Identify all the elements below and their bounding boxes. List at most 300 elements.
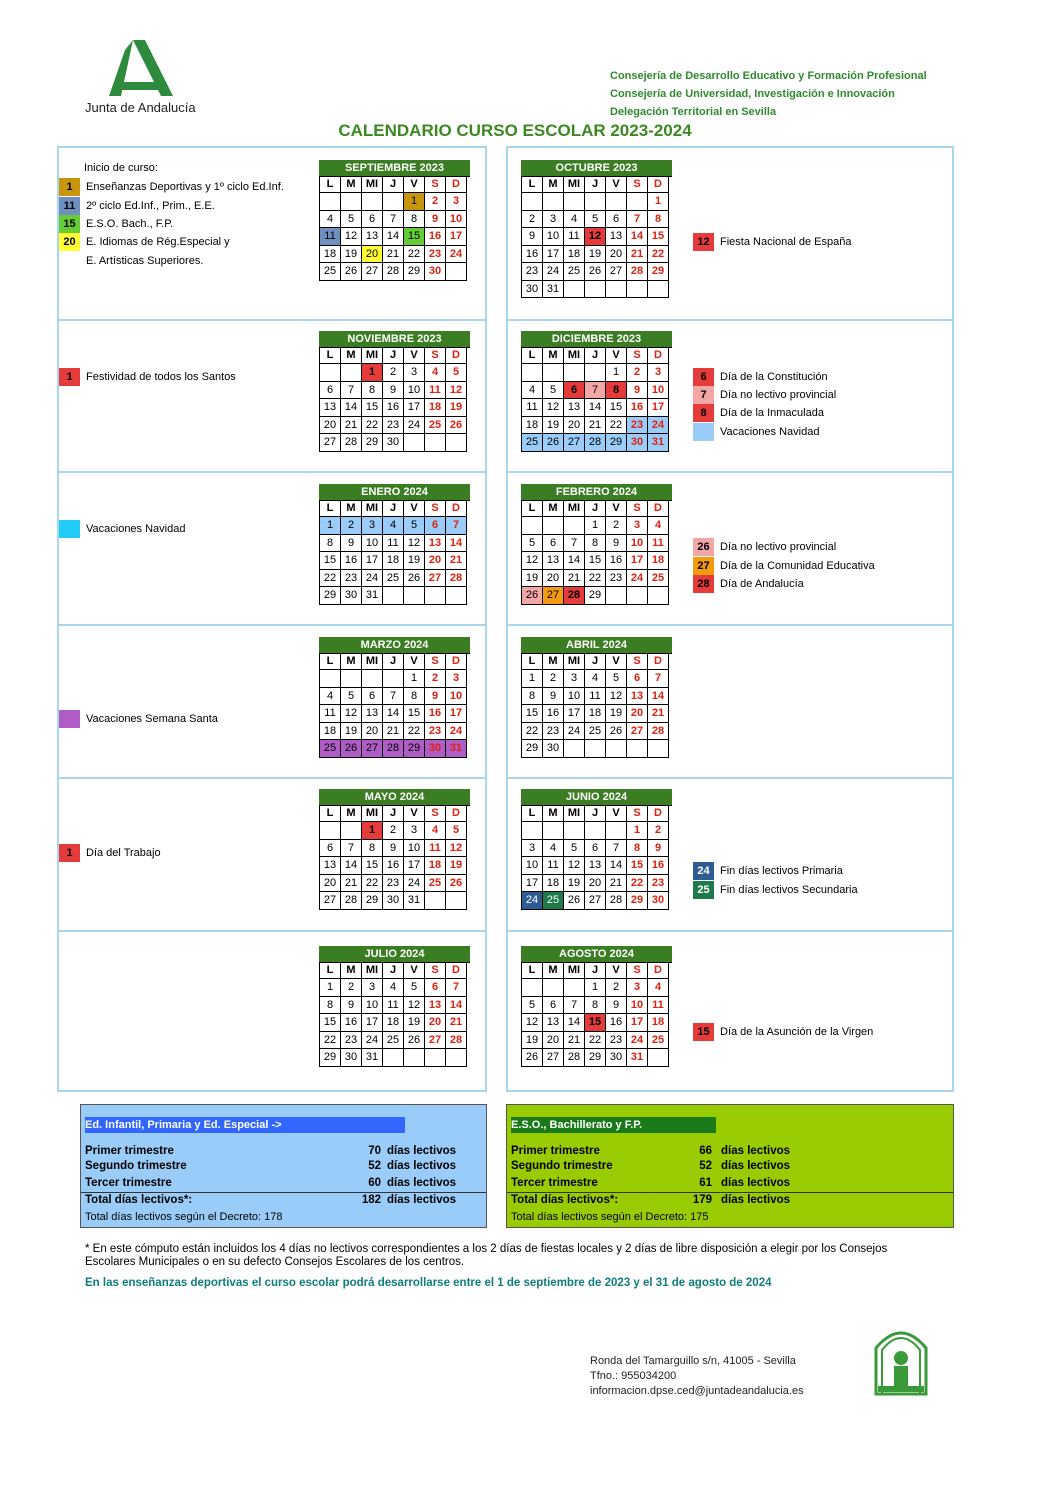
day-cell: 20	[564, 417, 585, 435]
empty-cell	[648, 1049, 669, 1067]
day-cell: 14	[564, 1014, 585, 1032]
summary-value: 70	[368, 1145, 381, 1157]
empty-cell	[606, 740, 627, 758]
weekday-header: D	[446, 348, 467, 364]
day-cell: 18	[425, 399, 446, 417]
day-cell: 16	[606, 1014, 627, 1032]
month-grid	[521, 962, 672, 1067]
day-cell: 29	[627, 892, 648, 910]
day-cell: 31	[648, 434, 669, 452]
day-cell: 28	[606, 892, 627, 910]
day-cell: 24	[543, 263, 564, 281]
day-cell: 17	[522, 875, 543, 893]
day-cell: 23	[341, 570, 362, 588]
legend-text: Día no lectivo provincial	[720, 541, 837, 553]
summary-label: Segundo trimestre	[85, 1160, 187, 1172]
day-cell: 12	[341, 228, 362, 246]
month-calendar	[521, 637, 672, 758]
day-cell: 16	[606, 552, 627, 570]
day-cell: 28	[383, 263, 404, 281]
day-cell: 31	[404, 892, 425, 910]
empty-cell	[425, 587, 446, 605]
legend-item	[693, 386, 836, 404]
legend-swatch: 7	[693, 386, 714, 404]
weekday-header: MI	[564, 654, 585, 670]
day-cell: 23	[606, 570, 627, 588]
day-cell: 20	[320, 417, 341, 435]
day-cell: 15	[320, 552, 341, 570]
day-cell: 11	[522, 399, 543, 417]
day-cell: 29	[606, 434, 627, 452]
day-cell: 21	[648, 705, 669, 723]
legend-text: Día de la Comunidad Educativa	[720, 560, 875, 572]
day-cell: 17	[404, 399, 425, 417]
month-calendar	[319, 331, 470, 452]
day-cell: 13	[425, 997, 446, 1015]
legend-item	[693, 368, 828, 386]
day-cell: 7	[341, 382, 362, 400]
day-cell: 8	[320, 535, 341, 553]
address-line: Ronda del Tamarguillo s/n, 41005 - Sevilla	[590, 1355, 796, 1367]
day-cell: 11	[383, 997, 404, 1015]
day-cell: 17	[404, 857, 425, 875]
day-cell: 4	[320, 688, 341, 706]
day-cell: 13	[627, 688, 648, 706]
day-cell: 22	[404, 723, 425, 741]
day-cell: 4	[564, 211, 585, 229]
day-cell: 23	[383, 875, 404, 893]
legend-swatch: 6	[693, 368, 714, 386]
day-cell: 1	[522, 670, 543, 688]
day-cell: 2	[425, 670, 446, 688]
legend-swatch: 8	[693, 404, 714, 422]
month-title: MARZO 2024	[319, 637, 470, 653]
empty-cell	[446, 587, 467, 605]
day-cell: 3	[627, 517, 648, 535]
legend-text: Vacaciones Navidad	[86, 523, 186, 535]
legend-swatch: 24	[693, 862, 714, 880]
empty-cell	[425, 892, 446, 910]
day-cell: 5	[404, 517, 425, 535]
day-cell: 9	[648, 840, 669, 858]
day-cell: 10	[648, 382, 669, 400]
day-cell: 20	[627, 705, 648, 723]
day-cell: 15	[585, 1014, 606, 1032]
empty-cell	[522, 193, 543, 211]
day-cell: 3	[564, 670, 585, 688]
day-cell: 17	[543, 246, 564, 264]
day-cell: 22	[362, 417, 383, 435]
day-cell: 26	[446, 875, 467, 893]
day-cell: 28	[341, 892, 362, 910]
empty-cell	[341, 822, 362, 840]
day-cell: 20	[362, 723, 383, 741]
legend-intro: Inicio de curso:	[84, 162, 158, 174]
day-cell: 26	[341, 263, 362, 281]
day-cell: 9	[425, 211, 446, 229]
weekday-header: J	[383, 348, 404, 364]
day-cell: 11	[543, 857, 564, 875]
day-cell: 27	[543, 1049, 564, 1067]
day-cell: 21	[585, 417, 606, 435]
day-cell: 19	[404, 552, 425, 570]
weekday-header: J	[585, 654, 606, 670]
day-cell: 14	[383, 705, 404, 723]
weekday-header: S	[425, 806, 446, 822]
summary-unit: días lectivos	[387, 1145, 457, 1157]
day-cell: 26	[404, 1032, 425, 1050]
day-cell: 1	[362, 364, 383, 382]
day-cell: 23	[627, 417, 648, 435]
empty-cell	[564, 979, 585, 997]
day-cell: 12	[404, 535, 425, 553]
day-cell: 12	[522, 1014, 543, 1032]
day-cell: 14	[648, 688, 669, 706]
summary-primary	[80, 1104, 487, 1228]
day-cell: 4	[425, 822, 446, 840]
empty-cell	[564, 517, 585, 535]
summary-unit: días lectivos	[721, 1194, 791, 1206]
day-cell: 30	[648, 892, 669, 910]
weekday-header: M	[543, 348, 564, 364]
department-line: Consejería de Universidad, Investigación e Innovación	[610, 88, 895, 100]
day-cell: 24	[648, 417, 669, 435]
day-cell: 1	[404, 193, 425, 211]
empty-cell	[585, 740, 606, 758]
day-cell: 11	[425, 840, 446, 858]
legend-text: Día de la Inmaculada	[720, 407, 824, 419]
day-cell: 8	[522, 688, 543, 706]
day-cell: 3	[446, 193, 467, 211]
day-cell: 14	[446, 997, 467, 1015]
day-cell: 11	[383, 535, 404, 553]
day-cell: 9	[383, 382, 404, 400]
day-cell: 21	[341, 875, 362, 893]
weekday-header: D	[648, 177, 669, 193]
empty-cell	[522, 822, 543, 840]
day-cell: 8	[404, 688, 425, 706]
summary-unit: días lectivos	[721, 1160, 791, 1172]
month-title: SEPTIEMBRE 2023	[319, 160, 470, 176]
day-cell: 18	[585, 705, 606, 723]
day-cell: 11	[648, 535, 669, 553]
summary-unit: días lectivos	[721, 1145, 791, 1157]
summary-label: Segundo trimestre	[511, 1160, 613, 1172]
header-departments	[610, 67, 927, 121]
legend-item	[693, 538, 836, 556]
day-cell: 17	[446, 705, 467, 723]
empty-cell	[648, 281, 669, 299]
weekday-header: D	[648, 806, 669, 822]
month-title: MAYO 2024	[319, 789, 470, 805]
day-cell: 20	[543, 1032, 564, 1050]
month-grid	[319, 962, 470, 1067]
day-cell: 12	[446, 382, 467, 400]
weekday-header: M	[543, 177, 564, 193]
weekday-header: MI	[362, 501, 383, 517]
empty-cell	[425, 1049, 446, 1067]
day-cell: 5	[341, 688, 362, 706]
empty-cell	[404, 1049, 425, 1067]
day-cell: 18	[320, 246, 341, 264]
day-cell: 1	[606, 364, 627, 382]
day-cell: 20	[425, 1014, 446, 1032]
empty-cell	[522, 979, 543, 997]
summary-label: Total días lectivos*:	[85, 1194, 193, 1206]
weekday-header: V	[606, 963, 627, 979]
day-cell: 2	[543, 670, 564, 688]
day-cell: 6	[425, 517, 446, 535]
legend-text: Día de la Asunción de la Virgen	[720, 1026, 874, 1038]
day-cell: 25	[648, 1032, 669, 1050]
day-cell: 30	[425, 740, 446, 758]
email-link[interactable]: informacion.dpse.ced@juntadeandalucia.es	[590, 1385, 804, 1397]
day-cell: 25	[320, 740, 341, 758]
day-cell: 30	[425, 263, 446, 281]
legend-item	[693, 233, 851, 251]
day-cell: 1	[320, 517, 341, 535]
empty-cell	[383, 670, 404, 688]
day-cell: 29	[320, 1049, 341, 1067]
empty-cell	[627, 587, 648, 605]
summary-value: 60	[368, 1177, 381, 1189]
summary-value: 61	[699, 1177, 712, 1189]
summary-separator	[507, 1192, 953, 1193]
summary-label: Tercer trimestre	[511, 1177, 598, 1189]
weekday-header: V	[404, 806, 425, 822]
weekday-header: V	[404, 963, 425, 979]
day-cell: 8	[648, 211, 669, 229]
day-cell: 11	[320, 705, 341, 723]
day-cell: 18	[320, 723, 341, 741]
day-cell: 5	[446, 822, 467, 840]
day-cell: 2	[341, 517, 362, 535]
weekday-header: S	[627, 177, 648, 193]
day-cell: 11	[648, 997, 669, 1015]
day-cell: 24	[362, 570, 383, 588]
legend-swatch: 28	[693, 575, 714, 593]
month-grid	[319, 805, 470, 910]
weekday-header: V	[606, 806, 627, 822]
weekday-header: S	[627, 501, 648, 517]
day-cell: 23	[522, 263, 543, 281]
day-cell: 3	[362, 979, 383, 997]
summary-value: 52	[699, 1160, 712, 1172]
day-cell: 6	[320, 840, 341, 858]
weekday-header: S	[425, 963, 446, 979]
org-name: Junta de Andalucía	[85, 100, 196, 115]
day-cell: 17	[446, 228, 467, 246]
day-cell: 19	[606, 705, 627, 723]
day-cell: 15	[362, 857, 383, 875]
month-title: JULIO 2024	[319, 946, 470, 962]
weekday-header: L	[320, 963, 341, 979]
day-cell: 17	[648, 399, 669, 417]
day-cell: 27	[606, 263, 627, 281]
day-cell: 7	[627, 211, 648, 229]
weekday-header: L	[320, 501, 341, 517]
summary-value: 179	[692, 1194, 712, 1206]
empty-cell	[362, 670, 383, 688]
day-cell: 29	[404, 263, 425, 281]
legend-swatch: 27	[693, 557, 714, 575]
weekday-header: V	[606, 501, 627, 517]
day-cell: 19	[404, 1014, 425, 1032]
day-cell: 20	[543, 570, 564, 588]
empty-cell	[446, 434, 467, 452]
day-cell: 11	[320, 228, 341, 246]
weekday-header: J	[585, 501, 606, 517]
legend-item	[693, 404, 824, 422]
weekday-header: D	[446, 963, 467, 979]
day-cell: 9	[341, 997, 362, 1015]
legend-swatch	[59, 520, 80, 538]
day-cell: 28	[585, 434, 606, 452]
day-cell: 14	[341, 399, 362, 417]
month-calendar	[521, 331, 672, 452]
day-cell: 10	[522, 857, 543, 875]
day-cell: 3	[522, 840, 543, 858]
weekday-header: L	[320, 348, 341, 364]
day-cell: 30	[383, 892, 404, 910]
legend-item	[693, 423, 819, 441]
weekday-header: M	[341, 963, 362, 979]
empty-cell	[446, 1049, 467, 1067]
row-divider	[508, 471, 952, 473]
day-cell: 3	[648, 364, 669, 382]
empty-cell	[648, 587, 669, 605]
legend-swatch: 20	[59, 233, 80, 251]
day-cell: 19	[446, 857, 467, 875]
day-cell: 23	[383, 417, 404, 435]
weekday-header: J	[585, 348, 606, 364]
weekday-header: L	[522, 806, 543, 822]
weekday-header: D	[648, 654, 669, 670]
day-cell: 21	[564, 570, 585, 588]
day-cell: 11	[564, 228, 585, 246]
day-cell: 9	[522, 228, 543, 246]
day-cell: 29	[320, 587, 341, 605]
legend-swatch	[693, 423, 714, 441]
department-line: Consejería de Desarrollo Educativo y Formación Profesional	[610, 70, 927, 82]
day-cell: 13	[543, 552, 564, 570]
day-cell: 20	[320, 875, 341, 893]
decree-note: Total días lectivos según el Decreto: 175	[511, 1211, 709, 1223]
day-cell: 24	[627, 570, 648, 588]
day-cell: 7	[585, 382, 606, 400]
day-cell: 18	[383, 552, 404, 570]
weekday-header: J	[585, 963, 606, 979]
day-cell: 5	[564, 840, 585, 858]
summary-separator	[81, 1192, 486, 1193]
day-cell: 15	[522, 705, 543, 723]
day-cell: 19	[564, 875, 585, 893]
summary-value: 52	[368, 1160, 381, 1172]
weekday-header: D	[446, 806, 467, 822]
month-calendar	[319, 946, 470, 1067]
empty-cell	[606, 822, 627, 840]
day-cell: 21	[627, 246, 648, 264]
day-cell: 30	[383, 434, 404, 452]
weekday-header: D	[648, 963, 669, 979]
day-cell: 13	[425, 535, 446, 553]
empty-cell	[522, 517, 543, 535]
weekday-header: D	[648, 501, 669, 517]
empty-cell	[320, 193, 341, 211]
day-cell: 22	[320, 570, 341, 588]
day-cell: 18	[648, 1014, 669, 1032]
month-grid	[319, 500, 470, 605]
weekday-header: MI	[564, 806, 585, 822]
day-cell: 18	[383, 1014, 404, 1032]
month-calendar	[521, 484, 672, 605]
day-cell: 7	[648, 670, 669, 688]
empty-cell	[606, 587, 627, 605]
legend-swatch: 25	[693, 881, 714, 899]
day-cell: 18	[425, 857, 446, 875]
day-cell: 12	[564, 857, 585, 875]
day-cell: 9	[543, 688, 564, 706]
day-cell: 27	[564, 434, 585, 452]
day-cell: 22	[606, 417, 627, 435]
day-cell: 12	[522, 552, 543, 570]
page-title: CALENDARIO CURSO ESCOLAR 2023-2024	[338, 121, 692, 140]
legend-text: Vacaciones Semana Santa	[86, 713, 218, 725]
empty-cell	[564, 364, 585, 382]
day-cell: 1	[627, 822, 648, 840]
row-divider	[59, 777, 485, 779]
empty-cell	[320, 670, 341, 688]
empty-cell	[446, 892, 467, 910]
summary-value: 182	[361, 1194, 381, 1206]
day-cell: 10	[404, 382, 425, 400]
day-cell: 4	[425, 364, 446, 382]
day-cell: 19	[543, 417, 564, 435]
legend-swatch: 1	[59, 844, 80, 862]
day-cell: 16	[522, 246, 543, 264]
day-cell: 10	[627, 535, 648, 553]
day-cell: 2	[606, 979, 627, 997]
day-cell: 3	[362, 517, 383, 535]
empty-cell	[341, 193, 362, 211]
day-cell: 29	[404, 740, 425, 758]
day-cell: 2	[425, 193, 446, 211]
day-cell: 5	[341, 211, 362, 229]
legend-item	[59, 520, 185, 538]
empty-cell	[383, 1049, 404, 1067]
day-cell: 5	[543, 382, 564, 400]
weekday-header: S	[627, 348, 648, 364]
day-cell: 26	[543, 434, 564, 452]
weekday-header: S	[425, 501, 446, 517]
day-cell: 21	[446, 1014, 467, 1032]
day-cell: 5	[585, 211, 606, 229]
day-cell: 24	[446, 723, 467, 741]
day-cell: 3	[404, 822, 425, 840]
day-cell: 30	[606, 1049, 627, 1067]
day-cell: 7	[383, 211, 404, 229]
day-cell: 24	[404, 875, 425, 893]
day-cell: 4	[383, 979, 404, 997]
day-cell: 26	[341, 740, 362, 758]
day-cell: 6	[425, 979, 446, 997]
weekday-header: M	[543, 501, 564, 517]
weekday-header: M	[543, 963, 564, 979]
day-cell: 22	[404, 246, 425, 264]
day-cell: 28	[564, 587, 585, 605]
legend-item	[59, 233, 230, 251]
decree-note: Total días lectivos según el Decreto: 178	[85, 1211, 283, 1223]
